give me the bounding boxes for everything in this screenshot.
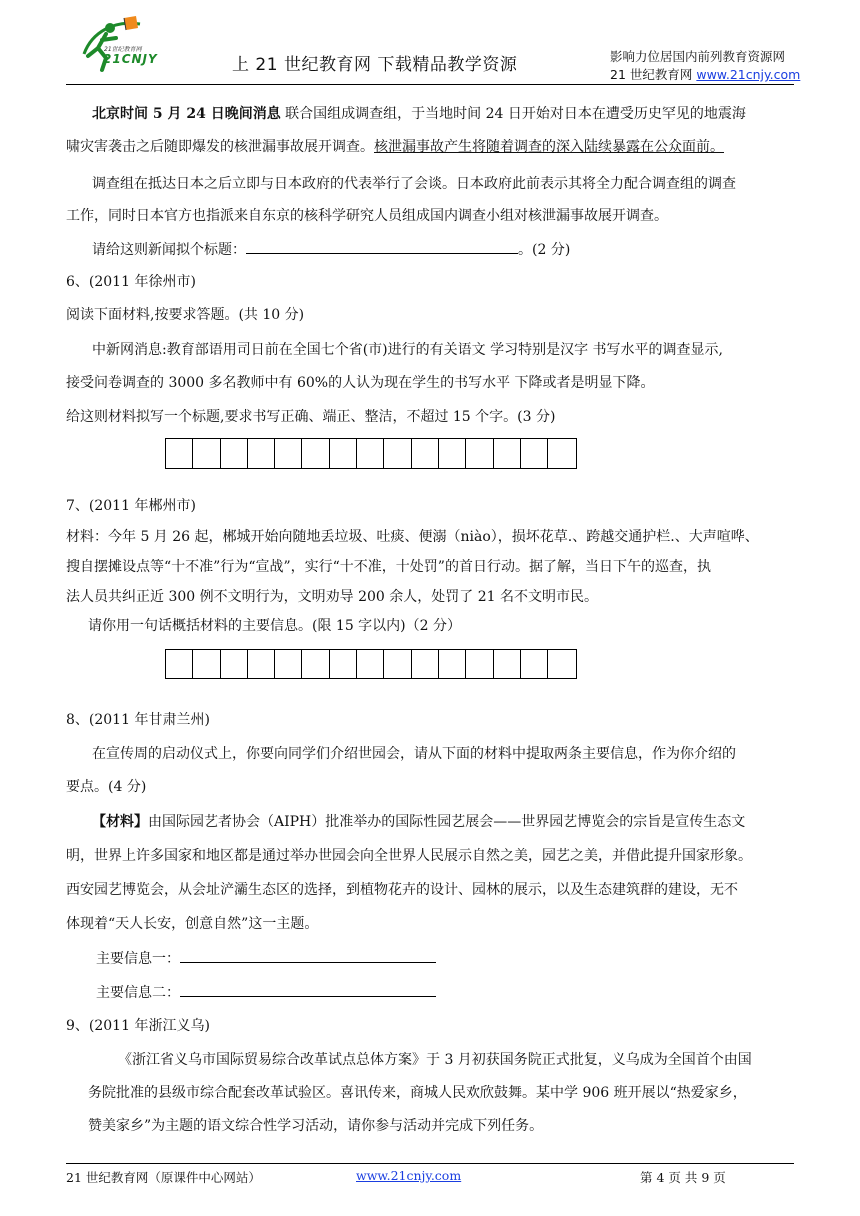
q6-heading: 6、(2011 年徐州市) [66,274,196,290]
q5-line-1-text: 联合国组成调查组，于当地时间 24 日开始对日本在遭受历史罕见的地震海 [280,106,746,122]
q8-info-2 [96,982,436,1003]
header-slogan: 影响力位居国内前列教育资源网 [610,49,786,64]
q8-line-2: 要点。(4 分) [66,779,147,795]
q5-prompt-text: 请给这则新闻拟个标题： [92,242,246,258]
q8-heading: 8、(2011 年甘肃兰州) [66,712,210,728]
q5-line-2-text: 啸灾害袭击之后随即爆发的核泄漏事故展开调查。 [66,139,374,155]
header-site-link[interactable]: www.21cnjy.com [696,67,801,82]
q7-material-line-2: 搜自摆摊设点等“十不准”行为“宣战”，实行“十不准，十处罚”的首日行动。据了解，当日下午的巡查，执 [66,559,711,575]
q5-underlined-sentence: 核泄漏事故产生将随着调查的深入陆续暴露在公众面前。 [374,139,724,155]
q8-material-line-1 [92,812,745,832]
logo-brand-text: 21CNJY [103,52,158,66]
footer-site-name: 21 世纪教育网（原课件中心网站） [66,1170,261,1185]
q7-material-line-3: 法人员共纠正近 300 例不文明行为，文明劝导 200 余人，处罚了 21 名不文明市民。 [66,589,598,605]
q7-heading: 7、(2011 年郴州市) [66,498,196,514]
footer-divider [66,1163,794,1164]
q5-score: 。(2 分) [518,242,571,258]
q8-info-1-blank[interactable] [180,948,436,963]
q7-task: 请你用一句话概括材料的主要信息。(限 15 字以内)（2 分） [88,618,461,634]
footer-site-link[interactable]: www.21cnjy.com [356,1168,462,1183]
q6-task: 给这则材料拟写一个标题,要求书写正确、端正、整洁，不超过 15 个字。(3 分) [66,409,556,425]
q5-line-1 [92,104,746,124]
q8-material-text-1: 由国际园艺者协会（AIPH）批准举办的国际性园艺展会——世界园艺博览会的宗旨是宣传生态文 [148,814,746,830]
header-site-line [610,65,800,83]
q8-info-1-label: 主要信息一： [96,951,180,967]
q8-material-line-4: 体现着“天人长安，创意自然”这一主题。 [66,916,319,932]
q5-line-4: 工作，同时日本官方也指派来自东京的核科学研究人员组成国内调查小组对核泄漏事故展开调查。 [66,208,668,224]
logo-caption: 21世纪教育网 [104,46,142,53]
q7-answer-grid[interactable] [165,649,577,679]
q8-info-2-label: 主要信息二： [96,985,180,1001]
q8-material-line-3: 西安园艺博览会，从会址浐灞生态区的选择，到植物花卉的设计、园林的展示，以及生态建筑群的建设，无不 [66,882,738,898]
footer-page-number: 第 4 页 共 9 页 [640,1170,726,1185]
header-divider [66,84,794,85]
q9-heading: 9、(2011 年浙江义乌) [66,1018,210,1034]
q8-info-1 [96,948,436,969]
q5-answer-blank[interactable] [246,239,518,254]
q8-material-line-2: 明，世界上许多国家和地区都是通过举办世园会向全世界人民展示自然之美，园艺之美，并借此提升国家形象。 [66,848,752,864]
q5-line-2 [66,137,724,157]
q9-line-2: 务院批准的县级市综合配套改革试验区。喜讯传来，商城人民欢欣鼓舞。某中学 906 班开展以“热爱家乡， [88,1085,747,1101]
q9-line-1: 《浙江省义乌市国际贸易综合改革试点总体方案》于 3 月初获国务院正式批复，义乌成为全国首个由国 [118,1052,752,1068]
q6-answer-grid[interactable] [165,438,577,469]
q6-material-line-2: 接受问卷调查的 3000 多名教师中有 60%的人认为现在学生的书写水平 下降或者是明显下降。 [66,375,655,391]
q6-material-line-1: 中新网消息:教育部语用司日前在全国七个省(市)进行的有关语文 学习特别是汉字 书写水平的调查显示, [92,342,723,358]
q8-material-label: 【材料】 [92,814,148,830]
q6-instruction: 阅读下面材料,按要求答题。(共 10 分) [66,307,305,323]
q8-info-2-blank[interactable] [180,982,436,997]
q5-line-3: 调查组在抵达日本之后立即与日本政府的代表举行了会谈。日本政府此前表示其将全力配合调查组的调查 [92,176,736,192]
header-title: 上 21 世纪教育网 下载精品教学资源 [232,55,518,75]
q8-line-1: 在宣传周的启动仪式上，你要向同学们介绍世园会，请从下面的材料中提取两条主要信息，作为你介绍的 [92,746,736,762]
q7-material-line-1: 材料：今年 5 月 26 起，郴城开始向随地丢垃圾、吐痰、便溺（niào），损坏花草.、跨越交通护栏.、大声喧哗、 [66,529,759,545]
q5-dateline: 北京时间 5 月 24 日晚间消息 [92,106,281,122]
header-site-name: 21 世纪教育网 [610,67,697,82]
q9-line-3: 赞美家乡”为主题的语文综合性学习活动，请你参与活动并完成下列任务。 [88,1118,544,1134]
q5-prompt [92,239,570,260]
